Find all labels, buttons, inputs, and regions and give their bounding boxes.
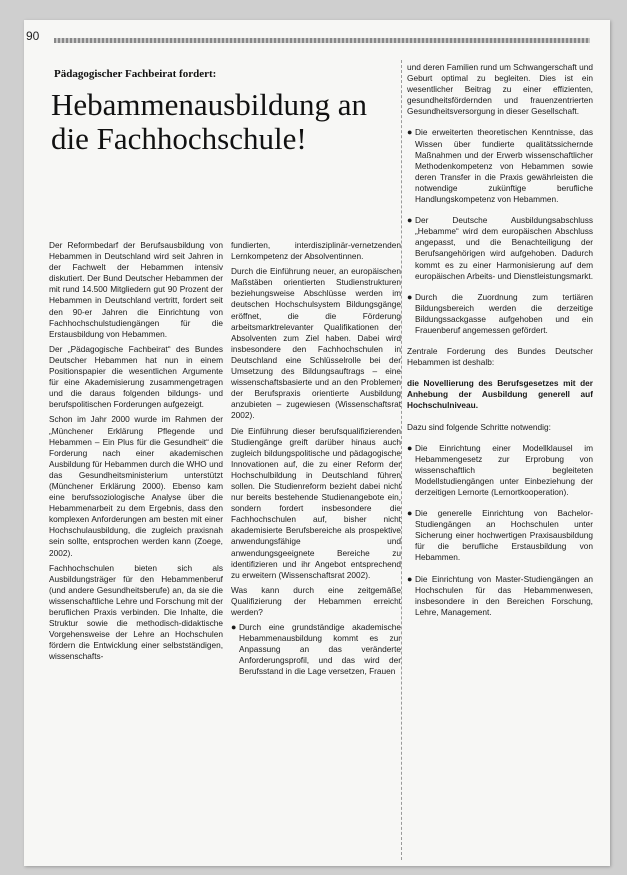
step-text: Die Einrichtung von Master-Studiengängen an Hochschulen für das Hebammenwesen, insbesondere in den Bereichen Forschung, Lehre, Management. [415, 573, 593, 617]
step-item [407, 443, 593, 498]
bullet-item [407, 215, 593, 282]
bullet-item [231, 622, 401, 677]
paragraph: und deren Familien rund um Schwangerschaft und Geburt optimal zu begleiten. Dies ist ein wesentlicher Beitrag zu einer effizienten, gesundheitsfördernden und frauenzentrierten Gesundheitsversorgung in dieser Gesellschaft. [407, 62, 593, 117]
bullet-icon: ● [407, 291, 413, 302]
paragraph: Der Reformbedarf der Berufsausbildung von Hebammen in Deutschland wird seit Jahren in der Fachwelt der Hebammen intensiv diskutiert. Der Bund Deutscher Hebammen der mit rund 14.500 Mitgliedern gut 90 Prozent der Hebammen in Deutschland vertritt, fordert seit den 90-er Jahren die Einrichtung von Fachhochschulstudiengängen für die Erstausbildung von Hebammen. [49, 240, 223, 339]
bullet-icon: ● [407, 215, 413, 226]
step-item [407, 508, 593, 563]
paragraph: Die Einführung dieser berufsqualifizierenden Studiengänge greift darüber hinaus auch zugleich bildungspolitische und pädagogische Innovationen auf, die zu einer Reform der Hochschulbildung in Deutschland führen sollen. Die Studienreform bezieht dabei nicht nur bereits bestehende Studienangebote ein, sondern fordert insbesondere die Fachhochschulen auf, bisher nicht akademisierte Berufsbereiche als prospektive anwendungsfähige und anwendungsgeeignete Bereiche zu identifizieren und ihr Angebot entsprechend zu erweitern (Wissenschaftsrat 2002). [231, 425, 401, 580]
bullet-icon: ● [407, 573, 413, 584]
paragraph: Der „Pädagogische Fachbeirat“ des Bundes Deutscher Hebammen hat nun in einem Positionspapier die wesentlichen Argumente für eine Akademisierung zusammengetragen und die daraus folgenden bildungs- und berufspolitischen Forderungen aufgezeigt. [49, 343, 223, 410]
text-column-1 [49, 240, 223, 865]
paragraph: Durch die Einführung neuer, an europäischen Maßstäben orientierten Studienstrukturen beziehungsweise Abschlüsse werden im deutschen Hochschulsystem Bildungsgänge eröffnet, die die Förderung arbeitsmarktrelevanter Qualifikationen der Absolventen zum Ziel haben. Dabei wird insbesondere den Fachhochschulen in Deutschland eine Schlüsselrolle bei der Umsetzung des Bildungsauftrags – eine wissenschaftsbasierte und an den Problemen der Berufspraxis orientierte Ausbildung anzubieten – zugewiesen (Wissenschaftsrat 2002). [231, 266, 401, 421]
steps-intro: Dazu sind folgende Schritte notwendig: [407, 421, 551, 432]
magazine-page [24, 20, 610, 866]
paragraph: Schon im Jahr 2000 wurde im Rahmen der „Münchener Erklärung Pflegende und Hebammen – Ein Plus für die Gesundheit“ die Forderung nach einer akademischen Ausbildung für Hebammen durch die WHO und das Gesundheitsministerium unterstützt (Münchener Erklärung 2000). Ebenso kam eine berufssoziologische Analyse über die Hebammenarbeit zu dem Ergebnis, dass den komplexen Anforderungen am besten mit einer Hochschulausbildung, die zugleich praxisnah sein sollte, entsprochen werden kann (Zoege, 2002). [49, 414, 223, 558]
bullet-text: Der Deutsche Ausbildungsabschluss „Hebamme“ wird dem europäischen Abschluss angepasst, und die Benachteiligung der Berufsangehörigen wird aufgehoben. Dadurch kommt es zu einer Harmonisierung auf dem europäischen Arbeits- und Dienstleistungsmarkt. [415, 215, 593, 281]
article-headline: Hebammenausbildung an die Fachhochschule! [51, 87, 367, 156]
paragraph: fundierten, interdisziplinär-vernetzenden Lernkompetenz der Absolventinnen. [231, 240, 401, 262]
page-number: 90 [26, 29, 40, 43]
text-column-3 [407, 62, 593, 862]
question-paragraph: Was kann durch eine zeitgemäße Qualifizierung der Hebammen erreicht werden? [231, 584, 401, 617]
step-text: Die Einrichtung einer Modellklausel im Hebammengesetz zur Erprobung von wissenschaftlich begleiteten Modellstudiengängen unter Einbeziehung der derzeitigen Lernorte (Lernortkooperation). [415, 442, 593, 497]
bullet-text: Durch eine grundständige akademische Hebammenausbildung kommt es zur Anpassung an das veränderte Anforderungsprofil, und das wird der Berufsstand in die Lage versetzen, Frauen [239, 622, 401, 677]
bullet-icon: ● [407, 508, 413, 519]
header-rule [54, 38, 590, 43]
bullet-icon: ● [407, 127, 413, 138]
bullet-icon: ● [231, 622, 237, 633]
bullet-text: Durch die Zuordnung zum tertiären Bildungsbereich werden die derzeitige Bildungssackgasse aufgehoben und ein Frauenberuf angemessen gefördert. [415, 291, 593, 335]
central-demand-intro: Zentrale Forderung des Bundes Deutscher Hebammen ist deshalb: [407, 346, 593, 368]
step-text: Die generelle Einrichtung von Bachelor-Studiengängen an Hochschulen unter Sicherung einer hochwertigen Praxisausbildung für die berufliche Erstausbildung von Hebammen. [415, 508, 593, 563]
bullet-item [407, 127, 593, 205]
paragraph: Fachhochschulen bieten sich als Ausbildungsträger für den Hebammenberuf (und andere Gesundheitsberufe) an, da sie die wissenschaftliche Lehre und Forschung mit der beruflichen Praxis verbinden. Die Inhalte, die Struktur sowie die methodisch-didaktische Vorgehensweise der Lehre an Hochschulen fördern die Entwicklung einer selbstständigen, wissenschafts- [49, 562, 223, 662]
article-kicker: Pädagogischer Fachbeirat fordert: [54, 68, 217, 80]
bullet-icon: ● [407, 442, 413, 453]
step-item [407, 574, 593, 618]
central-demand: die Novellierung des Berufsgesetzes mit der Anhebung der Ausbildung generell auf Hochschulniveau. [407, 378, 593, 411]
bullet-text: Die erweiterten theoretischen Kenntnisse, das Wissen über fundierte qualitätssichernde Maßnahmen und der Erwerb wissenschaftlicher Methodenkompetenz von Hebammen sowie deren Transfer in die Praxis gewährleisten die notwendige zukünftige berufliche Handlungskompetenz von Hebammen. [415, 127, 593, 205]
column-divider [401, 60, 402, 860]
text-column-2 [231, 240, 401, 865]
bullet-item [407, 292, 593, 336]
